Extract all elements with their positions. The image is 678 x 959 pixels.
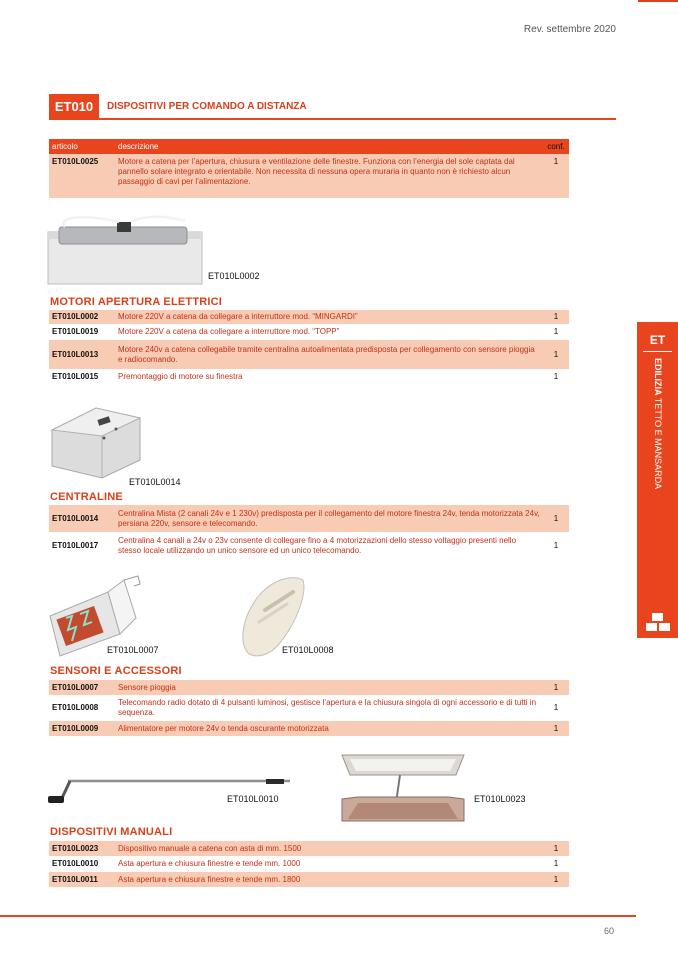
article-description: Premontaggio di motore su finestra [115, 369, 543, 384]
window-device-photo [340, 753, 466, 823]
article-conf: 1 [543, 310, 569, 324]
side-tab-divider [643, 351, 672, 352]
revision-date: Rev. settembre 2020 [523, 24, 616, 35]
article-code: ET010L0011 [49, 872, 115, 887]
footer-rule [0, 915, 636, 917]
article-code: ET010L0014 [49, 505, 115, 532]
image-label-remote: ET010L0008 [282, 645, 334, 655]
table-row [49, 505, 569, 532]
article-description: Motore a catena per l’apertura, chiusura e ventilazione delle finestre. Funziona con l’energia del sole captata dal pannello solare integrato e orientabile. Non necessita di nessuna opera muraria in quanto non è richiesto alcun passaggio di cavi per l’alimentazione. [115, 154, 543, 198]
article-code: ET010L0023 [49, 841, 115, 856]
article-description: Asta apertura e chiusura finestre e tende mm. 1000 [115, 856, 543, 872]
side-tab-category [653, 358, 663, 489]
table-row [49, 324, 569, 340]
article-description: Dispositivo manuale a catena con asta di mm. 1500 [115, 841, 543, 856]
control-box-photo [46, 404, 142, 480]
article-conf: 1 [543, 680, 569, 695]
article-conf: 1 [543, 872, 569, 887]
table-row [49, 310, 569, 324]
table-row [49, 680, 569, 695]
article-code: ET010L0025 [49, 154, 115, 198]
article-code: ET010L0017 [49, 532, 115, 559]
article-description: Centralina Mista (2 canali 24v e 1 230v) predisposta per il collegamento del motore finestra 24v, tenda motorizzata 24v, persiana 220v, sensore e telecomando. [115, 505, 543, 532]
table-row [49, 154, 569, 198]
table-row [49, 841, 569, 856]
article-code: ET010L0010 [49, 856, 115, 872]
table-centraline [49, 505, 569, 559]
image-label-box: ET010L0014 [129, 477, 181, 487]
col-header-conf: conf. [543, 139, 569, 154]
side-tab-category-rest: TETTO E MANSARDA [653, 395, 663, 490]
article-conf: 1 [543, 340, 569, 369]
article-description: Telecomando radio dotato di 4 pulsanti luminosi, gestisce l’apertura e la chiusura singola di ogni accessorio e di tutti in sequenza. [115, 695, 543, 721]
article-conf: 1 [543, 841, 569, 856]
section-title-motori: MOTORI APERTURA ELETTRICI [50, 296, 223, 308]
article-conf: 1 [543, 324, 569, 340]
article-code: ET010L0013 [49, 340, 115, 369]
article-conf: 1 [543, 505, 569, 532]
image-label-rain-sensor: ET010L0007 [107, 645, 159, 655]
article-description: Motore 240v a catena collegabile tramite centralina autoalimentata predisposta per collegamento con sensore pioggia e radiocomando. [115, 340, 543, 369]
article-conf: 1 [543, 154, 569, 198]
table-row [49, 695, 569, 721]
rod-photo [46, 776, 294, 810]
side-tab-code: ET [649, 333, 666, 347]
image-label-motor: ET010L0002 [208, 271, 260, 281]
table-row [49, 872, 569, 887]
table-motori [49, 310, 569, 384]
image-label-window: ET010L0023 [474, 794, 526, 804]
bricks-icon [646, 612, 670, 632]
corner-accent [638, 0, 678, 2]
article-code: ET010L0007 [49, 680, 115, 695]
article-code: ET010L0015 [49, 369, 115, 384]
article-description: Asta apertura e chiusura finestre e tende mm. 1800 [115, 872, 543, 887]
intro-table [49, 139, 569, 198]
article-conf: 1 [543, 695, 569, 721]
image-label-rod: ET010L0010 [227, 794, 279, 804]
article-description: Sensore pioggia [115, 680, 543, 695]
table-row [49, 369, 569, 384]
article-code: ET010L0019 [49, 324, 115, 340]
article-description: Alimentatore per motore 24v o tenda oscurante motorizzata [115, 721, 543, 736]
table-row [49, 532, 569, 559]
article-code: ET010L0002 [49, 310, 115, 324]
article-conf: 1 [543, 721, 569, 736]
article-description: Motore 220V a catena da collegare a interruttore mod. “TOPP” [115, 324, 543, 340]
article-conf: 1 [543, 532, 569, 559]
category-code-badge: ET010 [49, 94, 99, 118]
table-row [49, 856, 569, 872]
article-conf: 1 [543, 369, 569, 384]
article-code: ET010L0008 [49, 695, 115, 721]
table-manuali [49, 841, 569, 887]
col-header-articolo: articolo [49, 139, 115, 154]
section-title-manuali: DISPOSITIVI MANUALI [50, 826, 173, 838]
article-description: Motore 220V a catena da collegare a interruttore mod. “MINGARDI” [115, 310, 543, 324]
article-description: Centralina 4 canali a 24v o 23v consente di collegare fino a 4 motorizzazioni dello stesso voltaggio presenti nello stesso locale utilizzando un unico sensore ed un unico telecomando. [115, 532, 543, 559]
article-code: ET010L0009 [49, 721, 115, 736]
section-title-centraline: CENTRALINE [50, 491, 123, 503]
header-rule [49, 118, 616, 120]
side-tab-category-bold: EDILIZIA [653, 358, 663, 396]
page-title: DISPOSITIVI PER COMANDO A DISTANZA [107, 101, 307, 112]
table-sensori [49, 680, 569, 736]
article-conf: 1 [543, 856, 569, 872]
section-title-sensori: SENSORI E ACCESSORI [50, 665, 182, 677]
table-row [49, 340, 569, 369]
col-header-descrizione: descrizione [115, 139, 543, 154]
category-side-tab [637, 322, 678, 638]
page-number: 60 [604, 926, 615, 936]
motor-photo [47, 212, 204, 286]
table-row [49, 721, 569, 736]
